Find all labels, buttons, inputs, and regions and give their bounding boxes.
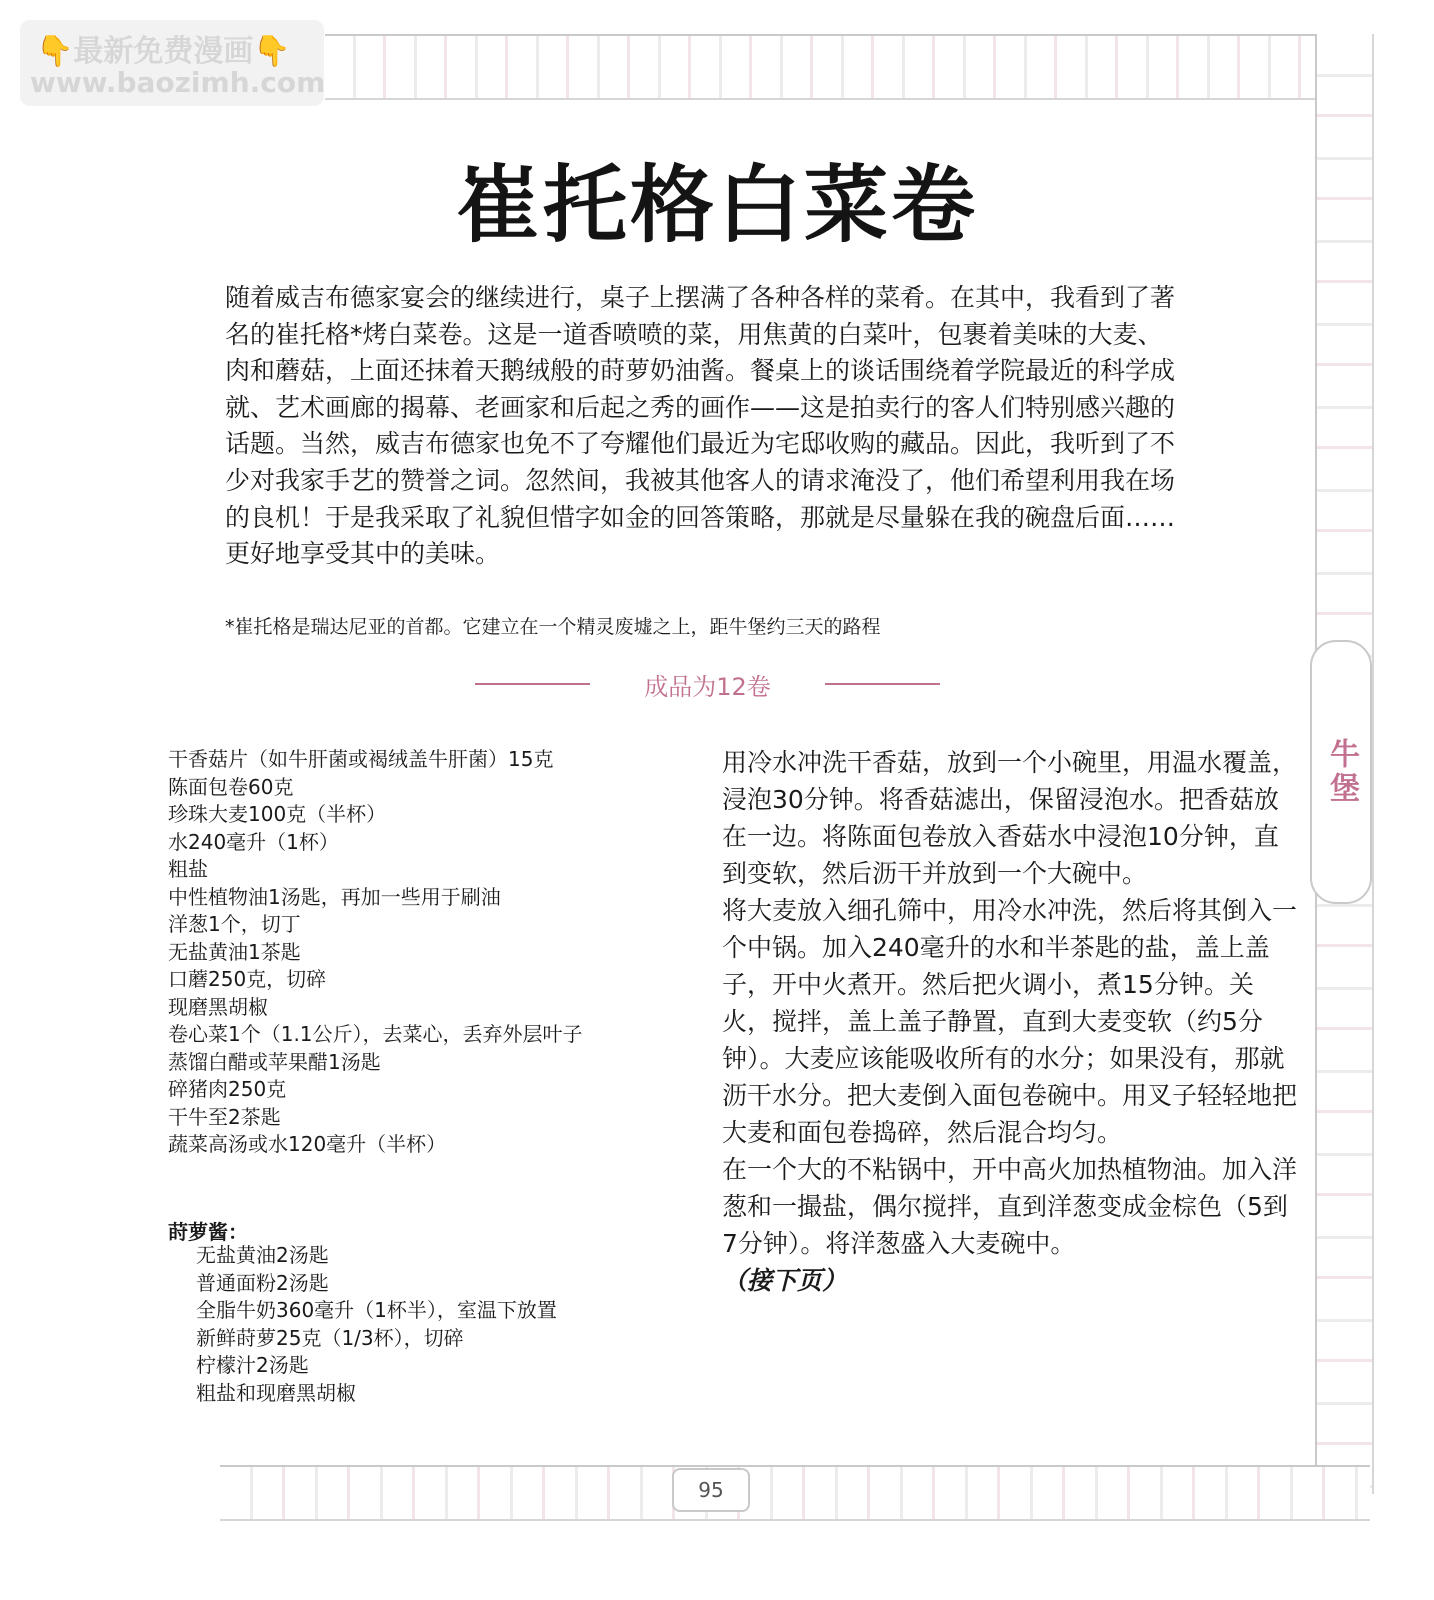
chapter-side-tab-label: 牛堡: [1324, 738, 1359, 806]
method-step: 将大麦放入细孔筛中，用冷水冲洗，然后将其倒入一个中锅。加入240毫升的水和半茶匙的盐，盖上盖子，开中火煮开。然后把火调小，煮15分钟。关火，搅拌，盖上盖子静置，直到大麦变软（约5分钟）。大麦应该能吸收所有的水分；如果没有，那就沥干水分。把大麦倒入面包卷碗中。用叉子轻轻地把大麦和面包卷捣碎，然后混合均匀。: [722, 896, 1298, 1147]
sauce-ingredient-item: 柠檬汁2汤匙: [196, 1353, 309, 1377]
yield-text: 成品为12卷: [644, 672, 771, 701]
yield-line-right: [825, 683, 940, 685]
ingredient-item: 干香菇片（如牛肝菌或褐绒盖牛肝菌）15克: [168, 747, 554, 771]
sauce-ingredient-item: 全脂牛奶360毫升（1杯半），室温下放置: [196, 1298, 557, 1322]
ingredient-item: 卷心菜1个（1.1公斤），去菜心，丢弃外层叶子: [168, 1022, 583, 1046]
ingredient-item: 现磨黑胡椒: [168, 994, 268, 1019]
ingredient-item: 陈面包卷60克: [168, 774, 294, 799]
ingredient-item: 无盐黄油1茶匙: [168, 939, 301, 964]
watermark-line-2: www.baozimh.com: [30, 66, 326, 99]
ingredient-list: [168, 746, 648, 1159]
chapter-side-tab: [1310, 640, 1372, 904]
sauce-ingredient-list: [196, 1242, 656, 1407]
method-step: 在一个大的不粘锅中，开中高火加热植物油。加入洋葱和一撮盐，偶尔搅拌，直到洋葱变成金棕色（5到7分钟）。将洋葱盛入大麦碗中。: [722, 1155, 1298, 1258]
watermark: [20, 20, 324, 106]
continued-note: （接下页）: [722, 1266, 848, 1295]
intro-paragraph: 随着威吉布德家宴会的继续进行，桌子上摆满了各种各样的菜肴。在其中，我看到了著名的崔托格*烤白菜卷。这是一道香喷喷的菜，用焦黄的白菜叶，包裹着美味的大麦、肉和蘑菇，上面还抹着天鹅绒般的莳萝奶油酱。餐桌上的谈话围绕着学院最近的科学成就、艺术画廊的揭幕、老画家和后起之秀的画作——这是拍卖行的客人们特别感兴趣的话题。当然，威吉布德家也免不了夸耀他们最近为宅邸收购的藏品。因此，我听到了不少对我家手艺的赞誉之词。忽然间，我被其他客人的请求淹没了，他们希望利用我在场的良机！于是我采取了礼貌但惜字如金的回答策略，那就是尽量躲在我的碗盘后面……更好地享受其中的美味。: [225, 283, 1176, 569]
sauce-ingredient-item: 无盐黄油2汤匙: [196, 1243, 329, 1267]
sauce-heading: 莳萝酱：: [168, 1220, 248, 1244]
recipe-title: 崔托格白菜卷: [455, 156, 978, 254]
sauce-ingredient-item: 普通面粉2汤匙: [196, 1270, 329, 1295]
ingredient-item: 中性植物油1汤匙，再加一些用于刷油: [168, 884, 501, 909]
ingredient-item: 干牛至2茶匙: [168, 1104, 281, 1129]
sauce-ingredient-item: 新鲜莳萝25克（1/3杯），切碎: [196, 1325, 464, 1350]
yield-line-left: [475, 683, 590, 685]
watermark-line-1: 👇最新免费漫画👇: [36, 34, 291, 69]
ingredient-item: 口蘑250克，切碎: [168, 967, 327, 991]
footnote: *崔托格是瑞达尼亚的首都。它建立在一个精灵废墟之上，距牛堡约三天的路程: [225, 616, 881, 638]
ornamental-border-top: [325, 34, 1370, 100]
method-steps: [722, 744, 1302, 1299]
ingredient-item: 水240毫升（1杯）: [168, 829, 339, 854]
ingredient-item: 蔬菜高汤或水120毫升（半杯）: [168, 1132, 447, 1156]
ingredient-item: 粗盐: [168, 857, 208, 881]
yield-banner: [475, 664, 940, 704]
page-number: 95: [672, 1468, 750, 1512]
ingredient-item: 洋葱1个，切丁: [168, 912, 301, 936]
method-step: 用冷水冲洗干香菇，放到一个小碗里，用温水覆盖，浸泡30分钟。将香菇滤出，保留浸泡水。把香菇放在一边。将陈面包卷放入香菇水中浸泡10分钟，直到变软，然后沥干并放到一个大碗中。: [722, 748, 1298, 888]
ornamental-border-bottom: [220, 1465, 1370, 1521]
ingredient-item: 碎猪肉250克: [168, 1077, 287, 1101]
ingredient-item: 蒸馏白醋或苹果醋1汤匙: [168, 1049, 381, 1074]
sauce-ingredient-item: 粗盐和现磨黑胡椒: [196, 1380, 356, 1405]
ingredient-item: 珍珠大麦100克（半杯）: [168, 802, 387, 826]
